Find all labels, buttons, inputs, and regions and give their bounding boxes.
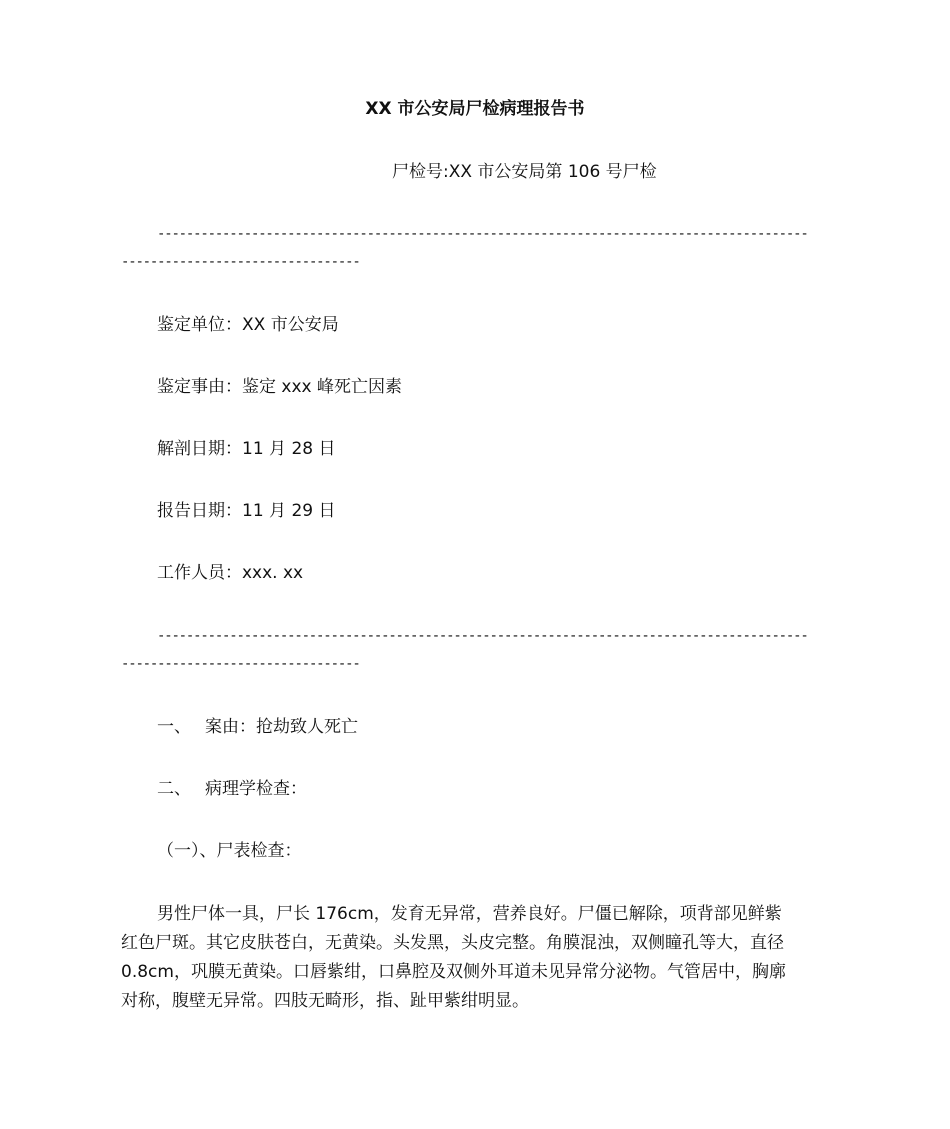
section-text: 案由：抢劫致人死亡 <box>205 717 358 737</box>
separator-line: --------------------------------- <box>121 656 360 672</box>
document-title: XX 市公安局尸检病理报告书 <box>365 99 585 119</box>
field-value: xxx. xx <box>242 563 304 583</box>
section-text: 病理学检查： <box>205 779 307 799</box>
subsection-external-exam: （一）、尸表检查： <box>157 841 302 861</box>
external-exam-paragraph <box>121 900 831 1016</box>
section-number: 二、 <box>157 779 191 799</box>
separator-line: ------------------------------------------------------------------------------------------ <box>157 226 808 242</box>
field-report-date <box>157 499 335 523</box>
paragraph-line: 男性尸体一具，尸长 176cm，发育无异常，营养良好。尸僵已解除，项背部见鲜紫 <box>157 904 782 924</box>
field-label: 鉴定事由： <box>157 377 242 397</box>
separator-line: ------------------------------------------------------------------------------------------ <box>157 628 808 644</box>
paragraph-line: 对称，腹壁无异常。四肢无畸形，指、趾甲紫绀明显。 <box>121 991 529 1011</box>
field-appraisal-unit <box>157 313 339 337</box>
separator-line: --------------------------------- <box>121 254 360 270</box>
paragraph-line: 红色尸斑。其它皮肤苍白，无黄染。头发黑，头皮完整。角膜混浊，双侧瞳孔等大，直径 <box>121 933 784 953</box>
field-value: 鉴定 xxx 峰死亡因素 <box>242 377 402 397</box>
field-label: 报告日期： <box>157 501 242 521</box>
field-appraisal-reason <box>157 375 402 399</box>
section-number: 一、 <box>157 717 191 737</box>
field-label: 鉴定单位： <box>157 315 242 335</box>
field-value: XX 市公安局 <box>242 315 339 335</box>
field-label: 解剖日期： <box>157 439 242 459</box>
section-pathology-exam <box>157 777 307 801</box>
autopsy-number: 尸检号:XX 市公安局第 106 号尸检 <box>392 162 657 182</box>
field-value: 11 月 28 日 <box>242 439 336 459</box>
paragraph-line: 0.8cm，巩膜无黄染。口唇紫绀，口鼻腔及双侧外耳道未见异常分泌物。气管居中，胸廓 <box>121 962 786 982</box>
field-label: 工作人员： <box>157 563 242 583</box>
field-value: 11 月 29 日 <box>242 501 336 521</box>
field-dissection-date <box>157 437 335 461</box>
section-case-cause <box>157 715 358 739</box>
field-staff <box>157 561 303 585</box>
